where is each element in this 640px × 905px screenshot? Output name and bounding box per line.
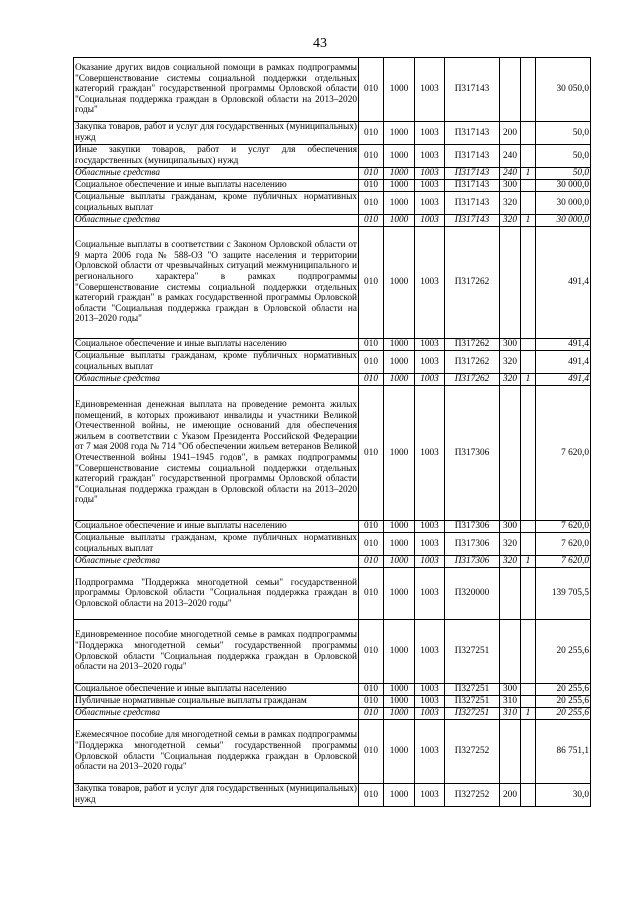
funding-source-cell: 1 bbox=[521, 374, 536, 386]
table-row bbox=[74, 145, 591, 168]
row-description: Областные средства bbox=[74, 374, 359, 386]
amount-cell: 7 620,0 bbox=[536, 533, 591, 556]
expense-type-cell: 320 bbox=[500, 556, 521, 568]
admin-code-cell: 010 bbox=[359, 215, 384, 227]
amount-cell: 30 000,0 bbox=[536, 192, 591, 215]
table-row bbox=[74, 215, 591, 227]
table-row bbox=[74, 684, 591, 696]
target-article-cell: П317306 bbox=[445, 386, 500, 521]
target-article-cell: П327251 bbox=[445, 620, 500, 684]
row-description: Закупка товаров, работ и услуг для государственных (муниципальных) нужд bbox=[75, 122, 357, 143]
section-code-cell: 1000 bbox=[384, 386, 415, 521]
expense-type-cell: 200 bbox=[500, 784, 521, 807]
expense-type-cell: 310 bbox=[500, 696, 521, 708]
funding-source-cell bbox=[521, 684, 536, 696]
section-code-cell: 1000 bbox=[384, 122, 415, 145]
funding-source-cell bbox=[521, 339, 536, 351]
funding-source-cell bbox=[521, 521, 536, 533]
budget-table-body bbox=[74, 58, 591, 807]
amount-cell: 7 620,0 bbox=[536, 556, 591, 568]
table-row bbox=[74, 620, 591, 684]
subsection-code-cell: 1003 bbox=[415, 168, 445, 180]
section-code-cell: 1000 bbox=[384, 556, 415, 568]
row-description: Областные средства bbox=[74, 168, 359, 180]
expense-type-cell bbox=[500, 386, 521, 521]
admin-code-cell: 010 bbox=[359, 533, 384, 556]
expense-type-cell bbox=[500, 58, 521, 122]
expense-type-cell: 320 bbox=[500, 192, 521, 215]
table-row bbox=[74, 227, 591, 339]
subsection-code-cell: 1003 bbox=[415, 784, 445, 807]
table-row bbox=[74, 168, 591, 180]
amount-cell: 20 255,6 bbox=[536, 696, 591, 708]
table-row bbox=[74, 374, 591, 386]
funding-source-cell bbox=[521, 227, 536, 339]
row-description: Социальные выплаты гражданам, кроме публичных нормативных социальных выплат bbox=[75, 351, 357, 372]
section-code-cell: 1000 bbox=[384, 168, 415, 180]
table-row bbox=[74, 180, 591, 192]
subsection-code-cell: 1003 bbox=[415, 122, 445, 145]
section-code-cell: 1000 bbox=[384, 58, 415, 122]
row-description: Социальное обеспечение и иные выплаты населению bbox=[74, 684, 359, 696]
section-code-cell: 1000 bbox=[384, 568, 415, 620]
expense-type-cell: 240 bbox=[500, 145, 521, 168]
table-row bbox=[74, 58, 591, 122]
section-code-cell: 1000 bbox=[384, 684, 415, 696]
subsection-code-cell: 1003 bbox=[415, 533, 445, 556]
expense-type-cell: 320 bbox=[500, 374, 521, 386]
section-code-cell: 1000 bbox=[384, 215, 415, 227]
subsection-code-cell: 1003 bbox=[415, 696, 445, 708]
subsection-code-cell: 1003 bbox=[415, 386, 445, 521]
target-article-cell: П317143 bbox=[445, 58, 500, 122]
section-code-cell: 1000 bbox=[384, 374, 415, 386]
section-code-cell: 1000 bbox=[384, 521, 415, 533]
amount-cell: 50,0 bbox=[536, 145, 591, 168]
funding-source-cell bbox=[521, 192, 536, 215]
table-row bbox=[74, 339, 591, 351]
admin-code-cell: 010 bbox=[359, 339, 384, 351]
section-code-cell: 1000 bbox=[384, 533, 415, 556]
amount-cell: 7 620,0 bbox=[536, 386, 591, 521]
subsection-code-cell: 1003 bbox=[415, 351, 445, 374]
target-article-cell: П317306 bbox=[445, 533, 500, 556]
admin-code-cell: 010 bbox=[359, 684, 384, 696]
section-code-cell: 1000 bbox=[384, 145, 415, 168]
subsection-code-cell: 1003 bbox=[415, 720, 445, 784]
admin-code-cell: 010 bbox=[359, 227, 384, 339]
budget-table bbox=[73, 57, 591, 807]
target-article-cell: П317143 bbox=[445, 180, 500, 192]
row-description: Социальные выплаты гражданам, кроме публичных нормативных социальных выплат bbox=[75, 533, 357, 554]
amount-cell: 7 620,0 bbox=[536, 521, 591, 533]
subsection-code-cell: 1003 bbox=[415, 556, 445, 568]
table-row bbox=[74, 533, 591, 556]
row-description: Социальные выплаты в соответствии с Законом Орловской области от 9 марта 2006 года № 588-ОЗ "О защите населения и территории Орловской области от чрезвычайных ситуаций межмуниципального и регионального характера" в рамках подпрограммы "Совершенствование системы социальной поддержки отдельных категорий граждан" в рамках государственной программы Орловской области "Социальная поддержка граждан в Орловской области на 2013–2020 годы" bbox=[74, 227, 359, 339]
subsection-code-cell: 1003 bbox=[415, 192, 445, 215]
section-code-cell: 1000 bbox=[384, 227, 415, 339]
subsection-code-cell: 1003 bbox=[415, 521, 445, 533]
funding-source-cell bbox=[521, 122, 536, 145]
row-description: Публичные нормативные социальные выплаты гражданам bbox=[74, 696, 359, 708]
expense-type-cell: 320 bbox=[500, 533, 521, 556]
subsection-code-cell: 1003 bbox=[415, 339, 445, 351]
expense-type-cell: 310 bbox=[500, 708, 521, 720]
admin-code-cell: 010 bbox=[359, 180, 384, 192]
funding-source-cell bbox=[521, 620, 536, 684]
amount-cell: 50,0 bbox=[536, 168, 591, 180]
funding-source-cell bbox=[521, 720, 536, 784]
expense-type-cell bbox=[500, 720, 521, 784]
amount-cell: 30 000,0 bbox=[536, 215, 591, 227]
target-article-cell: П327251 bbox=[445, 708, 500, 720]
target-article-cell: П317262 bbox=[445, 227, 500, 339]
amount-cell: 491,4 bbox=[536, 339, 591, 351]
table-row bbox=[74, 386, 591, 521]
row-description: Подпрограмма "Поддержка многодетной семьи" государственной программы Орловской области "Социальная поддержка граждан в Орловской области на 2013–2020 годы" bbox=[74, 568, 359, 620]
funding-source-cell bbox=[521, 533, 536, 556]
funding-source-cell bbox=[521, 386, 536, 521]
target-article-cell: П317262 bbox=[445, 351, 500, 374]
expense-type-cell bbox=[500, 227, 521, 339]
section-code-cell: 1000 bbox=[384, 339, 415, 351]
target-article-cell: П317262 bbox=[445, 339, 500, 351]
amount-cell: 20 255,6 bbox=[536, 620, 591, 684]
row-description: Областные средства bbox=[74, 708, 359, 720]
row-description: Социальное обеспечение и иные выплаты населению bbox=[74, 339, 359, 351]
admin-code-cell: 010 bbox=[359, 192, 384, 215]
funding-source-cell bbox=[521, 568, 536, 620]
target-article-cell: П320000 bbox=[445, 568, 500, 620]
target-article-cell: П317306 bbox=[445, 521, 500, 533]
funding-source-cell: 1 bbox=[521, 708, 536, 720]
section-code-cell: 1000 bbox=[384, 192, 415, 215]
section-code-cell: 1000 bbox=[384, 180, 415, 192]
amount-cell: 20 255,6 bbox=[536, 684, 591, 696]
section-code-cell: 1000 bbox=[384, 708, 415, 720]
table-row bbox=[74, 696, 591, 708]
section-code-cell: 1000 bbox=[384, 720, 415, 784]
amount-cell: 20 255,6 bbox=[536, 708, 591, 720]
funding-source-cell: 1 bbox=[521, 215, 536, 227]
target-article-cell: П327251 bbox=[445, 696, 500, 708]
expense-type-cell: 200 bbox=[500, 122, 521, 145]
subsection-code-cell: 1003 bbox=[415, 374, 445, 386]
admin-code-cell: 010 bbox=[359, 708, 384, 720]
target-article-cell: П327252 bbox=[445, 720, 500, 784]
subsection-code-cell: 1003 bbox=[415, 215, 445, 227]
funding-source-cell: 1 bbox=[521, 168, 536, 180]
row-description: Социальные выплаты гражданам, кроме публичных нормативных социальных выплат bbox=[75, 192, 357, 213]
funding-source-cell bbox=[521, 351, 536, 374]
section-code-cell: 1000 bbox=[384, 620, 415, 684]
admin-code-cell: 010 bbox=[359, 521, 384, 533]
table-row bbox=[74, 192, 591, 215]
expense-type-cell: 320 bbox=[500, 351, 521, 374]
target-article-cell: П317143 bbox=[445, 145, 500, 168]
admin-code-cell: 010 bbox=[359, 556, 384, 568]
table-row bbox=[74, 351, 591, 374]
table-row bbox=[74, 784, 591, 807]
funding-source-cell bbox=[521, 145, 536, 168]
subsection-code-cell: 1003 bbox=[415, 58, 445, 122]
table-row bbox=[74, 708, 591, 720]
admin-code-cell: 010 bbox=[359, 145, 384, 168]
table-row bbox=[74, 122, 591, 145]
expense-type-cell: 320 bbox=[500, 215, 521, 227]
row-description: Ежемесячное пособие для многодетной семьи в рамках подпрограммы "Поддержка многодетной семьи" государственной программы Орловской области "Социальная поддержка граждан в Орловской области на 2013–2020 годы" bbox=[74, 720, 359, 784]
amount-cell: 139 705,5 bbox=[536, 568, 591, 620]
admin-code-cell: 010 bbox=[359, 168, 384, 180]
row-description: Оказание других видов социальной помощи в рамках подпрограммы "Совершенствование системы социальной поддержки отдельных категорий граждан" государственной программы Орловской области "Социальная поддержка граждан в Орловской области на 2013–2020 годы" bbox=[74, 58, 359, 122]
funding-source-cell bbox=[521, 58, 536, 122]
row-description: Социальное обеспечение и иные выплаты населению bbox=[74, 180, 359, 192]
subsection-code-cell: 1003 bbox=[415, 620, 445, 684]
funding-source-cell: 1 bbox=[521, 556, 536, 568]
expense-type-cell: 300 bbox=[500, 180, 521, 192]
admin-code-cell: 010 bbox=[359, 374, 384, 386]
amount-cell: 30 050,0 bbox=[536, 58, 591, 122]
target-article-cell: П317143 bbox=[445, 122, 500, 145]
page-number: 43 bbox=[313, 36, 327, 51]
admin-code-cell: 010 bbox=[359, 386, 384, 521]
target-article-cell: П317143 bbox=[445, 168, 500, 180]
target-article-cell: П327251 bbox=[445, 684, 500, 696]
row-description: Единовременная денежная выплата на проведение ремонта жилых помещений, в которых проживают инвалиды и участники Великой Отечественной войны, не имеющие оснований для обеспечения жильем в соответствии с Указом Президента Российской Федерации от 7 мая 2008 года № 714 "Об обеспечении жильем ветеранов Великой Отечественной войны 1941–1945 годов", в рамках подпрограммы "Совершенствование системы социальной поддержки отдельных категорий граждан" государственной программы Орловской области "Социальная поддержка граждан в Орловской области на 2013–2020 годы" bbox=[74, 386, 359, 521]
funding-source-cell bbox=[521, 696, 536, 708]
target-article-cell: П317143 bbox=[445, 192, 500, 215]
admin-code-cell: 010 bbox=[359, 58, 384, 122]
row-description: Иные закупки товаров, работ и услуг для обеспечения государственных (муниципальных) нужд bbox=[75, 145, 357, 166]
section-code-cell: 1000 bbox=[384, 696, 415, 708]
target-article-cell: П317143 bbox=[445, 215, 500, 227]
amount-cell: 491,4 bbox=[536, 374, 591, 386]
amount-cell: 50,0 bbox=[536, 122, 591, 145]
subsection-code-cell: 1003 bbox=[415, 145, 445, 168]
subsection-code-cell: 1003 bbox=[415, 568, 445, 620]
amount-cell: 491,4 bbox=[536, 351, 591, 374]
table-row bbox=[74, 521, 591, 533]
admin-code-cell: 010 bbox=[359, 351, 384, 374]
admin-code-cell: 010 bbox=[359, 122, 384, 145]
expense-type-cell: 300 bbox=[500, 521, 521, 533]
subsection-code-cell: 1003 bbox=[415, 708, 445, 720]
amount-cell: 491,4 bbox=[536, 227, 591, 339]
row-description: Областные средства bbox=[74, 556, 359, 568]
expense-type-cell: 300 bbox=[500, 684, 521, 696]
expense-type-cell: 300 bbox=[500, 339, 521, 351]
table-row bbox=[74, 556, 591, 568]
subsection-code-cell: 1003 bbox=[415, 180, 445, 192]
admin-code-cell: 010 bbox=[359, 568, 384, 620]
row-description: Закупка товаров, работ и услуг для государственных (муниципальных) нужд bbox=[75, 784, 357, 805]
funding-source-cell bbox=[521, 784, 536, 807]
section-code-cell: 1000 bbox=[384, 351, 415, 374]
admin-code-cell: 010 bbox=[359, 720, 384, 784]
section-code-cell: 1000 bbox=[384, 784, 415, 807]
admin-code-cell: 010 bbox=[359, 620, 384, 684]
target-article-cell: П317306 bbox=[445, 556, 500, 568]
admin-code-cell: 010 bbox=[359, 696, 384, 708]
amount-cell: 30,0 bbox=[536, 784, 591, 807]
row-description: Областные средства bbox=[74, 215, 359, 227]
expense-type-cell bbox=[500, 568, 521, 620]
row-description: Социальное обеспечение и иные выплаты населению bbox=[74, 521, 359, 533]
expense-type-cell: 240 bbox=[500, 168, 521, 180]
subsection-code-cell: 1003 bbox=[415, 684, 445, 696]
expense-type-cell bbox=[500, 620, 521, 684]
amount-cell: 86 751,1 bbox=[536, 720, 591, 784]
table-row bbox=[74, 568, 591, 620]
funding-source-cell bbox=[521, 180, 536, 192]
row-description: Единовременное пособие многодетной семье в рамках подпрограммы "Поддержка многодетной семьи" государственной программы Орловской области "Социальная поддержка граждан в Орловской области на 2013–2020 годы" bbox=[74, 620, 359, 684]
amount-cell: 30 000,0 bbox=[536, 180, 591, 192]
table-row bbox=[74, 720, 591, 784]
target-article-cell: П317262 bbox=[445, 374, 500, 386]
subsection-code-cell: 1003 bbox=[415, 227, 445, 339]
admin-code-cell: 010 bbox=[359, 784, 384, 807]
target-article-cell: П327252 bbox=[445, 784, 500, 807]
